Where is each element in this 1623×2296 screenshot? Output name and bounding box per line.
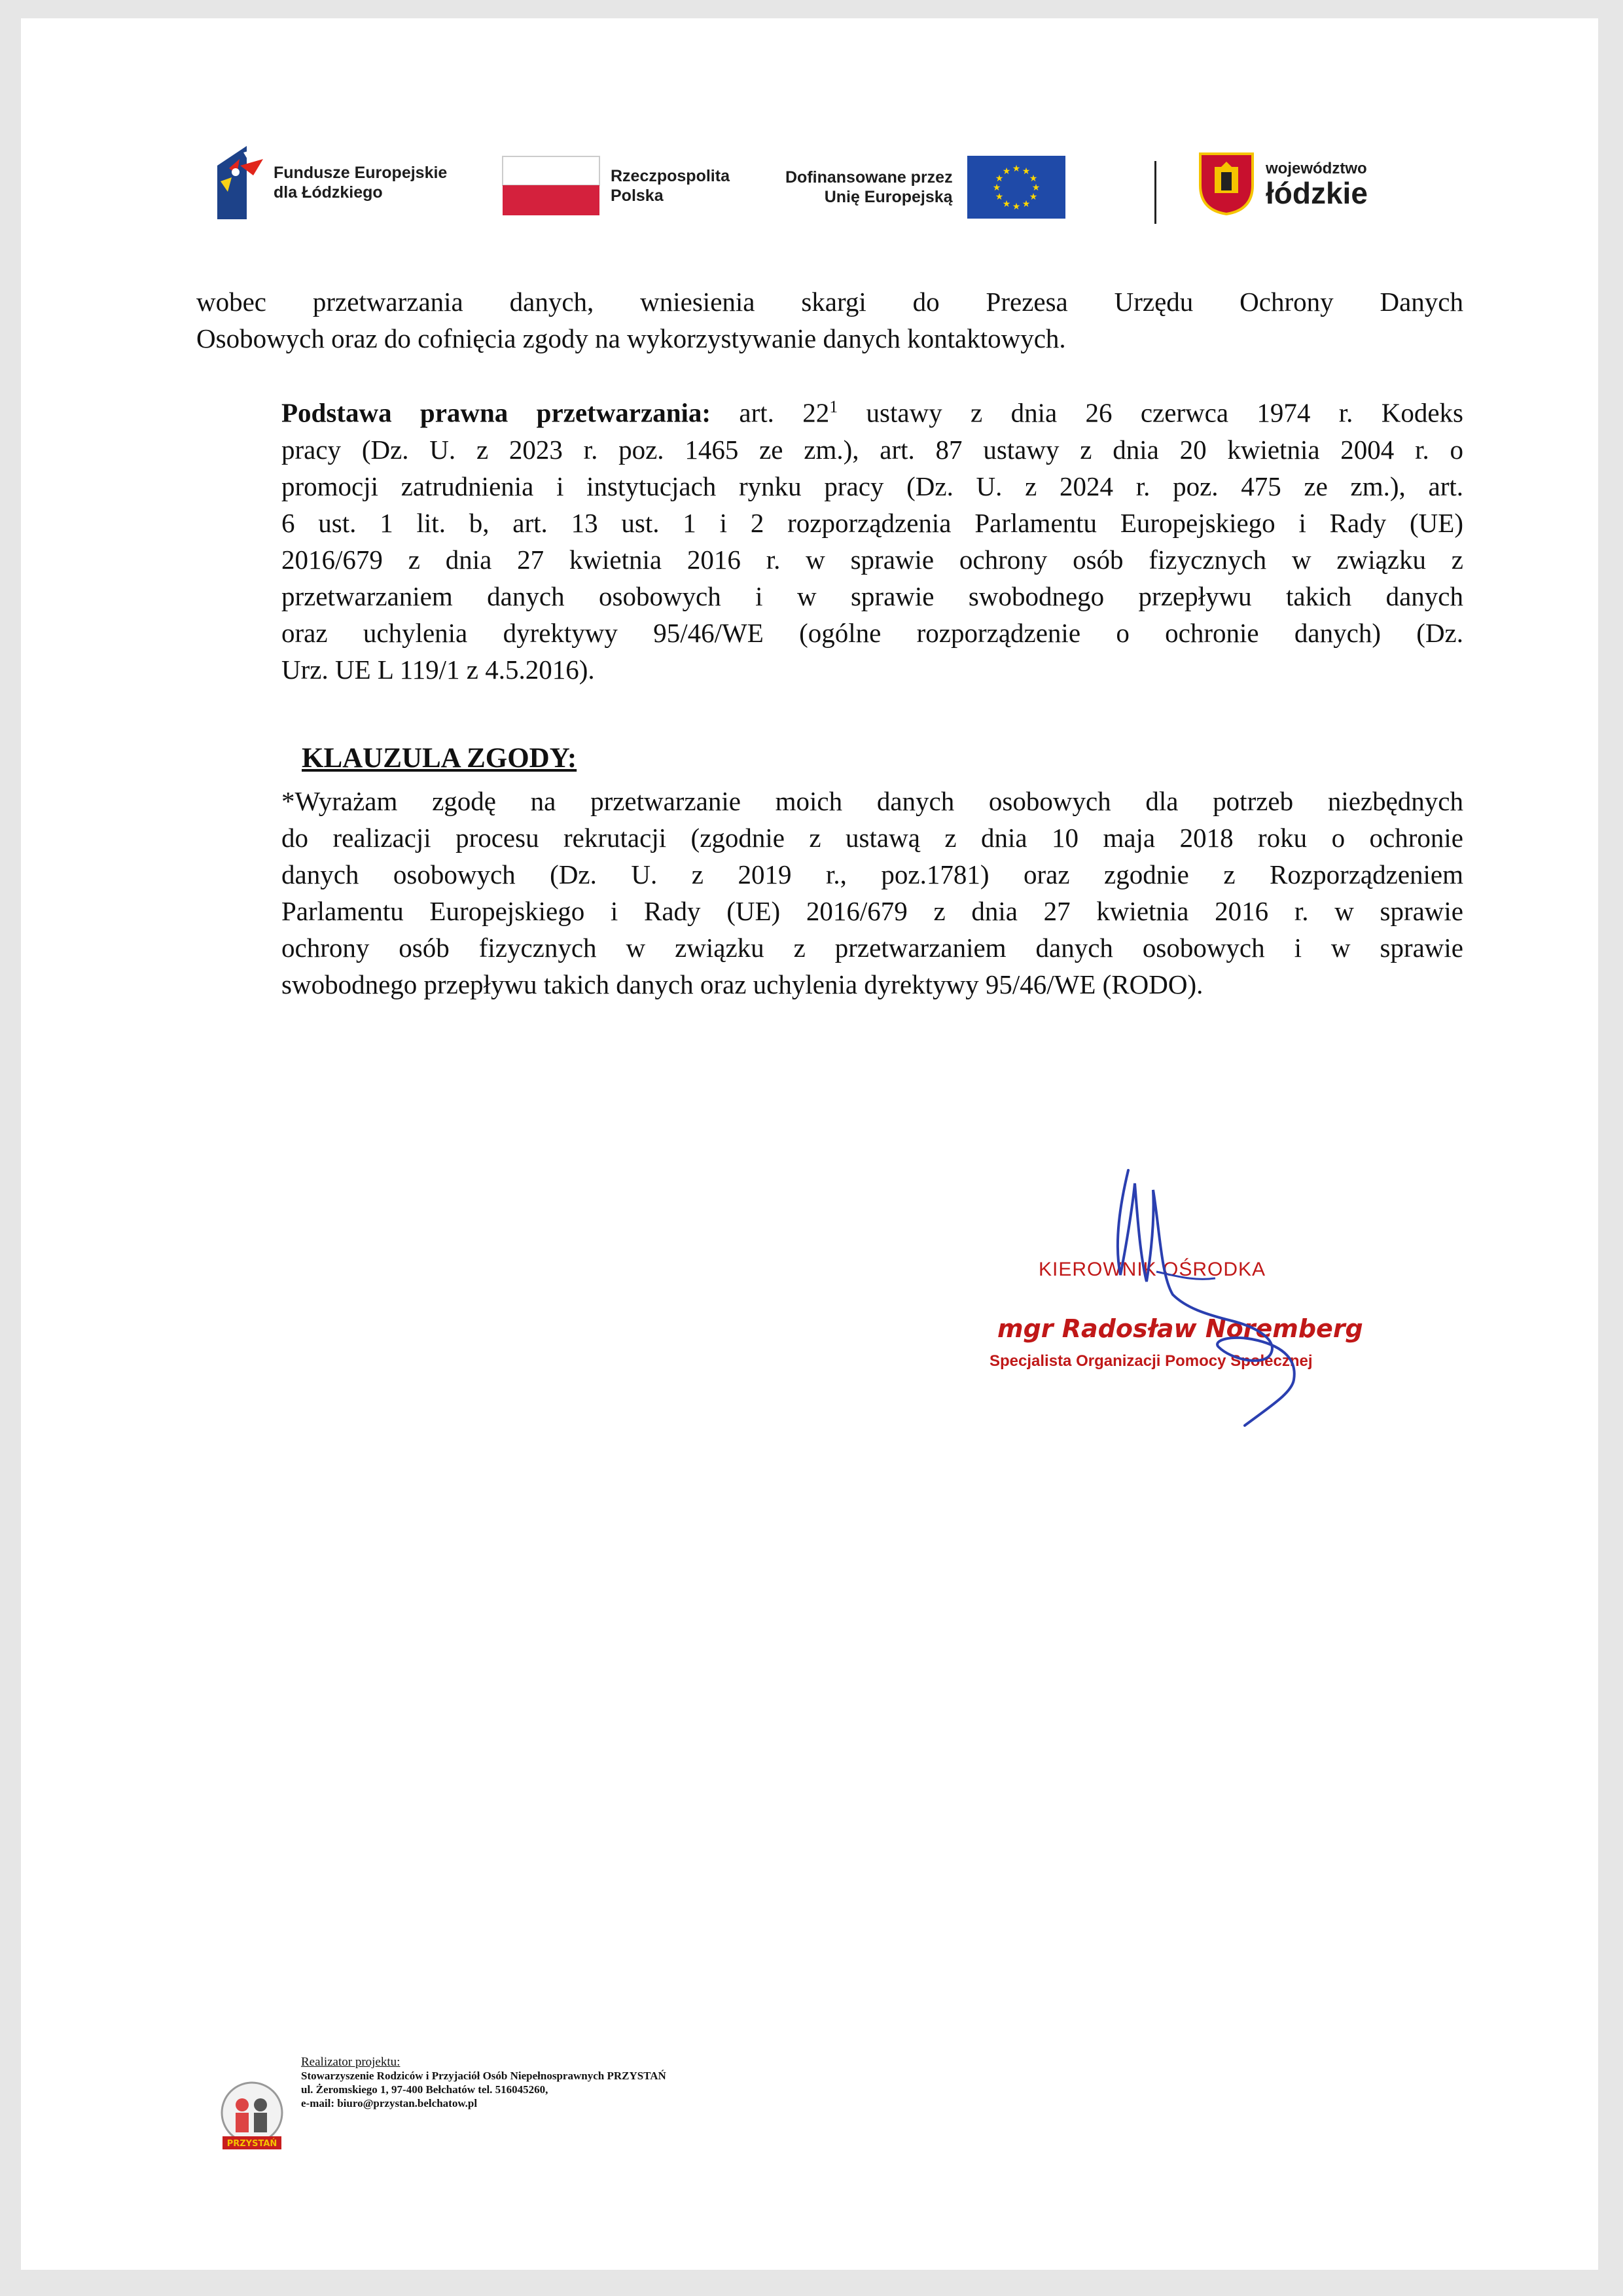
footer-realizator [301,2055,666,2110]
lodz-line1: województwo [1266,160,1367,177]
ue-line1: Dofinansowane przez [785,168,953,187]
text-line: 2016/679 z dnia 27 kwietnia 2016 r. w sprawie ochrony osób fizycznych w związku z [281,544,1463,575]
svg-text:★: ★ [992,183,1001,193]
svg-text:★: ★ [1012,202,1020,212]
svg-text:★: ★ [1022,199,1030,209]
text-line: przetwarzaniem danych osobowych i w sprawie swobodnego przepływu takich danych [281,581,1463,611]
ue-line2: Unię Europejską [824,188,953,206]
lodz-line2: łódzkie [1266,176,1368,210]
lodz-coat-of-arms-icon [1199,152,1254,215]
text-line: wobec przetwarzania danych, wniesienia skargi do Prezesa Urzędu Ochrony Danych [196,287,1463,317]
ue-logo [785,156,1065,219]
legal-superscript: 1 [829,397,838,416]
paragraph-rights [196,283,1463,357]
text-line: Parlamentu Europejskiego i Rady (UE) 2016/679 z dnia 27 kwietnia 2016 r. w sprawie [281,896,1463,926]
lodz-logo [1199,152,1368,215]
handwritten-signature-icon [957,1144,1415,1458]
text-line: 6 ust. 1 lit. b, art. 13 ust. 1 i 2 rozporządzenia Parlamentu Europejskiego i Rady (UE) [281,507,1463,538]
svg-text:★: ★ [1022,166,1030,177]
svg-text:★: ★ [1012,164,1020,174]
svg-text:★: ★ [995,173,1003,184]
rp-line1: Rzeczpospolita [611,167,730,185]
svg-text:★: ★ [1029,173,1037,184]
consent-text [281,783,1463,1003]
footer-org: Stowarzyszenie Rodziców i Przyjaciół Osób Niepełnosprawnych PRZYSTAŃ [301,2070,666,2082]
text-line: danych osobowych (Dz. U. z 2019 r., poz.1781) oraz zgodnie z Rozporządzeniem [281,859,1463,889]
text-line: pracy (Dz. U. z 2023 r. poz. 1465 ze zm.), art. 87 ustawy z dnia 20 kwietnia 2004 r. o [281,434,1463,465]
fe-line2: dla Łódzkiego [274,183,383,202]
text-line: oraz uchylenia dyrektywy 95/46/WE (ogólne rozporządzenie o ochronie danych) (Dz. [281,617,1463,648]
text-line: Urz. UE L 119/1 z 4.5.2016). [281,654,595,685]
legal-first-rest: ustawy z dnia 26 czerwca 1974 r. Kodeks [838,397,1463,428]
text-line: promocji zatrudnienia i instytucjach rynku pracy (Dz. U. z 2024 r. poz. 475 ze zm.), art. [281,471,1463,501]
legal-label: Podstawa prawna przetwarzania: [281,397,711,428]
footer-logo-text: PRZYSTAŃ [226,2139,277,2149]
text-line: ochrony osób fizycznych w związku z przetwarzaniem danych osobowych i w sprawie [281,933,1463,963]
rp-line2: Polska [611,187,664,205]
document-page [21,18,1598,2270]
svg-text:★: ★ [1029,192,1037,202]
rp-logo [502,156,730,216]
polish-flag-icon [502,156,600,216]
przystan-logo [216,2080,288,2152]
consent-heading: KLAUZULA ZGODY: [302,743,577,774]
text-line: Osobowych oraz do cofnięcia zgody na wykorzystywanie danych kontaktowych. [196,323,1066,353]
eu-flag-icon [967,156,1065,219]
fe-line1: Fundusze Europejskie [274,164,448,182]
svg-text:★: ★ [1002,199,1010,209]
legal-basis [281,389,1463,688]
legal-first-line [281,389,1463,431]
text-line: do realizacji procesu rekrutacji (zgodnie z ustawą z dnia 10 maja 2018 roku o ochronie [281,823,1463,853]
text-line: *Wyrażam zgodę na przetwarzanie moich danych osobowych dla potrzeb niezbędnych [281,786,1463,816]
text-line: swobodnego przepływu takich danych oraz uchylenia dyrektywy 95/46/WE (RODO). [281,969,1204,999]
svg-text:★: ★ [1031,183,1040,193]
header-separator [1154,161,1156,224]
stamp-title: KIEROWNIK OŚRODKA [1039,1259,1266,1280]
fe-emblem-icon [217,146,264,219]
signature-stamp [957,1144,1415,1458]
svg-text:★: ★ [1002,166,1010,177]
svg-text:★: ★ [995,192,1003,202]
footer-address: ul. Żeromskiego 1, 97-400 Bełchatów tel. 516045260, [301,2083,548,2096]
footer-email: e-mail: biuro@przystan.belchatow.pl [301,2097,478,2109]
legal-art-prefix: art. 22 [711,397,830,428]
footer-title: Realizator projektu: [301,2055,401,2069]
przystan-logo-icon [216,2080,288,2152]
fe-logo [217,146,447,219]
stamp-role: Specjalista Organizacji Pomocy Społecznej [990,1352,1313,1370]
stamp-name: mgr Radosław Noremberg [997,1314,1363,1343]
